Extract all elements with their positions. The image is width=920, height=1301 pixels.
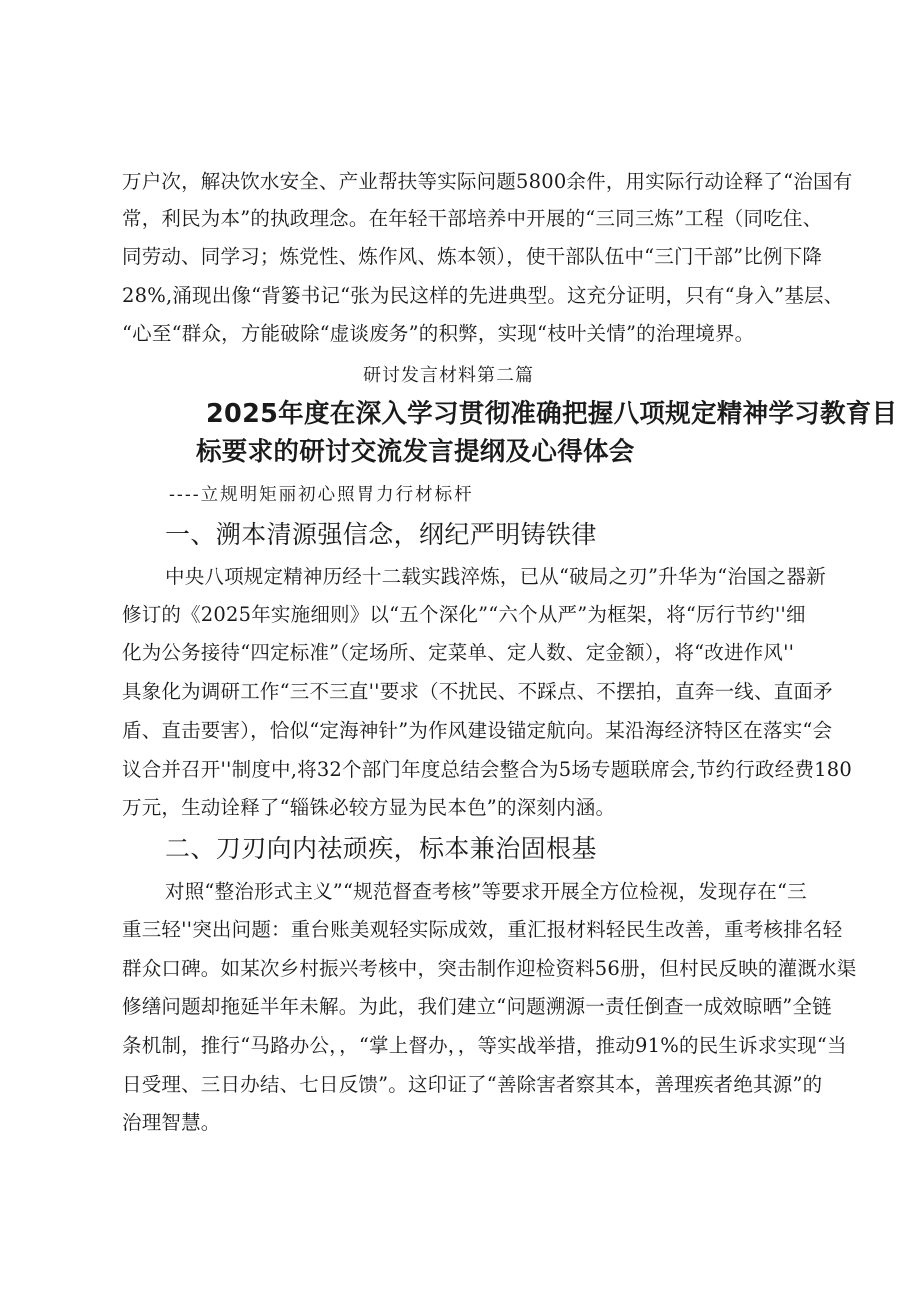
paragraph-line: 日受理、三日办结、七日反馈”。这印证了“善除害者察其本，善理疾者绝其源”的 (122, 1073, 823, 1096)
paragraph-line: 盾、直击要害），恰似“定海神针”为作风建设锚定航向。某沿海经济特区在落实“会 (122, 719, 833, 742)
paragraph-line: 重三轻''突出问题：重台账美观轻实际成效，重汇报材料轻民生改善，重考核排名轻 (122, 918, 843, 941)
paragraph-line: 议合并召开''制度中,将32个部门年度总结会整合为5场专题联席会,节约行政经费180 (122, 758, 852, 781)
paragraph-line: 化为公务接待“四定标准”（定场所、定菜单、定人数、定金额），将“改进作风'' (122, 641, 795, 664)
paragraph-line: 具象化为调研工作“三不三直''要求（不扰民、不踩点、不摆拍，直奔一线、直面矛 (122, 680, 833, 703)
section-heading-2: 二、刀刃向内祛顽疾，标本兼治固根基 (165, 834, 597, 863)
paragraph-line: 万户次，解决饮水安全、产业帮扶等实际问题5800余件，用实际行动诠释了“治国有 (122, 170, 853, 193)
paragraph-line: 同劳动、同学习；炼党性、炼作风、炼本领），使干部队伍中“三门干部”比例下降 (122, 245, 823, 268)
article-title-line-2: 标要求的研讨交流发言提纲及心得体会 (196, 437, 635, 467)
article-byline: ----立规明矩丽初心照胃力行材标杆 (169, 485, 474, 505)
paragraph-line: 对照“整治形式主义”“规范督查考核”等要求开展全方位检视，发现存在“三 (165, 880, 807, 903)
paragraph-line: “心至“群众，方能破除“虚谈废务”的积弊，实现“枝叶关情”的治理境界。 (122, 322, 755, 345)
paragraph-line: 中央八项规定精神历经十二载实践淬炼，已从“破局之刃”升华为“治国之器新 (165, 565, 826, 588)
section-heading-1: 一、溯本清源强信念，纲纪严明铸铁律 (165, 520, 597, 549)
paragraph-line: 治理智慧。 (122, 1111, 221, 1134)
article-title-line-1: 2025年度在深入学习贯彻准确把握八项规定精神学习教育目 (206, 399, 898, 429)
article-subtitle: 研讨发言材料第二篇 (363, 365, 534, 386)
paragraph-line: 万元，生动诠释了“辎铢必较方显为民本色”的深刻内涵。 (122, 796, 616, 819)
paragraph-line: 常，利民为本”的执政理念。在年轻干部培养中开展的“三同三炼”工程（同吃住、 (122, 207, 823, 230)
paragraph-line: 修订的《2025年实施细则》以“五个深化”“六个从严”为框架，将“厉行节约''细 (122, 603, 806, 626)
paragraph-line: 条机制，推行“马路办公，，“掌上督办，，等实战举措，推动91%的民生诉求实现“当 (122, 1034, 847, 1057)
paragraph-line: 修缮问题却拖延半年未解。为此，我们建立“问题溯源一责任倒查一成效晾晒”全链 (122, 995, 832, 1018)
paragraph-line: 28%,涌现出像“背篓书记“张为民这样的先进典型。这充分证明，只有“身入”基层、 (122, 284, 844, 307)
paragraph-line: 群众口碑。如某次乡村振兴考核中，突击制作迎检资料56册，但村民反映的灌溉水渠 (122, 957, 857, 980)
